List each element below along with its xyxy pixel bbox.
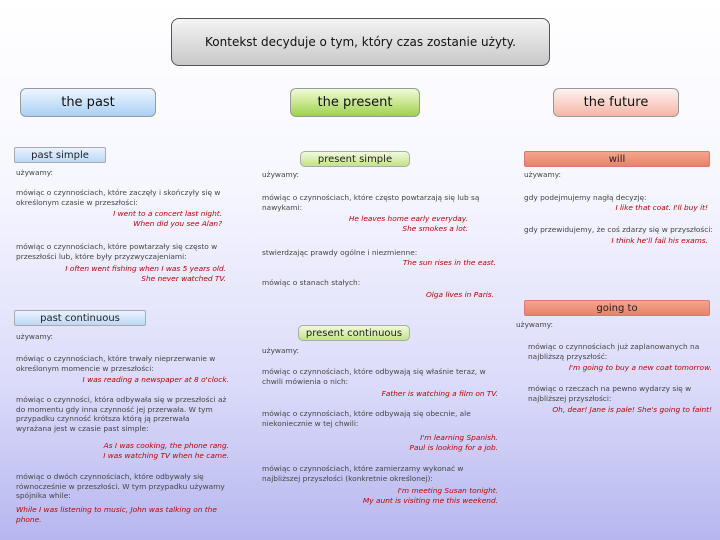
example-line: Olga lives in Paris.	[425, 290, 494, 299]
past-continuous-usage-2	[16, 395, 226, 433]
tense-present-label: the present	[317, 95, 393, 110]
going-to-label-text: going to	[596, 302, 638, 314]
past-simple-example-2	[65, 264, 226, 283]
usage-line: równocześnie w przeszłości. W tym przypadku używamy	[16, 481, 225, 491]
present-continuous-usage-1	[262, 367, 486, 386]
usage-line: określonym momencie w przeszłości:	[16, 363, 154, 373]
present-continuous-label-text: present continuous	[305, 327, 403, 339]
past-simple-usage-2	[16, 242, 217, 261]
past-simple-label-text: past simple	[31, 149, 89, 161]
example-line: Oh, dear! Jane is pale! She's going to faint!	[552, 405, 712, 414]
usage-line: najbliższą przyszłość:	[528, 351, 608, 361]
example-line: While I was listening to music, John was talking on the	[16, 505, 217, 514]
example-line: The sun rises in the east.	[402, 258, 496, 267]
past-simple-example-1	[113, 209, 222, 228]
present-simple-example-3	[426, 290, 494, 300]
past-continuous-usage-3	[16, 472, 225, 501]
tense-present-header	[290, 88, 420, 117]
usage-line: stwierdzając prawdy ogólne i niezmienne:	[262, 248, 418, 257]
present-simple-usage-2	[262, 248, 417, 258]
past-simple-label	[14, 147, 106, 163]
usage-line: do momentu gdy inna czynność jej przerwała. W tym	[16, 404, 213, 414]
usage-line: mówiąc o dwóch czynnościach, które odbywały się	[16, 472, 204, 481]
example-line: Father is watching a film on TV.	[381, 389, 498, 398]
usage-line: mówiąc o czynnościach, które powtarzały się często w	[16, 242, 218, 251]
usage-line: określonym czasie w przeszłości:	[16, 197, 138, 207]
example-line: As I was cooking, the phone rang.	[103, 441, 229, 450]
past-continuous-label	[14, 310, 146, 326]
tense-past-header	[20, 88, 156, 117]
usage-line: mówiąc o czynnościach, które trwały nieprzerwanie w	[16, 354, 216, 363]
usage-line: przypadku czynność krótsza którą ją przerwała	[16, 414, 190, 424]
usage-line: mówiąc o czynnościach, które zaczęły i skończyły się w	[16, 188, 221, 197]
past-continuous-usage-1	[16, 354, 215, 373]
present-simple-example-1	[349, 214, 468, 233]
usage-line: gdy przewidujemy, że coś zdarzy się w przyszłości:	[524, 225, 713, 234]
past-continuous-used: używamy:	[16, 332, 54, 341]
present-simple-example-2	[403, 258, 496, 268]
usage-line: spójnika while:	[16, 491, 71, 501]
present-continuous-usage-3	[262, 464, 463, 483]
example-line: Paul is looking for a job.	[409, 442, 498, 452]
example-line: I'm meeting Susan tonight.	[397, 486, 498, 495]
will-example-2	[611, 236, 708, 246]
going-to-used: używamy:	[516, 320, 554, 329]
example-line: I'm going to buy a new coat tomorrow.	[568, 363, 712, 372]
usage-line: mówiąc o czynnościach, które często powtarzają się lub są	[262, 193, 480, 202]
present-continuous-example-2	[410, 433, 499, 452]
example-line: My aunt is visiting me this weekend.	[362, 495, 498, 505]
past-continuous-example-1	[83, 375, 229, 385]
example-line: I'm learning Spanish.	[420, 433, 498, 442]
usage-line: mówiąc o czynności, która odbywała się w przeszłości aż	[16, 395, 227, 404]
present-continuous-label	[298, 325, 410, 341]
usage-line: wyrażana jest w czasie past simple:	[16, 423, 149, 433]
usage-line: mówiąc o czynnościach, które zamierzamy wykonać w	[262, 464, 464, 473]
usage-line: mówiąc o czynnościach, które odbywają się właśnie teraz, w	[262, 367, 486, 376]
example-line: I think he'll fail his exams.	[611, 236, 708, 245]
usage-line: nawykami:	[262, 202, 303, 212]
will-usage-1	[524, 193, 647, 203]
present-continuous-example-1	[382, 389, 498, 399]
example-line: I was watching TV when he came.	[103, 450, 229, 460]
will-label	[524, 151, 710, 167]
going-to-example-1	[569, 363, 712, 373]
present-simple-label-text: present simple	[317, 153, 393, 165]
usage-line: mówiąc o czynnościach już zaplanowanych na	[528, 342, 700, 351]
going-to-usage-1	[528, 342, 699, 361]
past-continuous-example-2	[103, 441, 229, 460]
present-simple-usage-3	[262, 278, 360, 288]
title-text: Kontekst decyduje o tym, który czas zostanie użyty.	[205, 35, 516, 49]
will-used: używamy:	[524, 170, 562, 179]
example-line: I often went fishing when I was 5 years old.	[65, 264, 226, 273]
example-line: I went to a concert last night.	[113, 209, 222, 218]
tense-past-label: the past	[61, 95, 115, 110]
usage-line: najbliższej przyszłości (konkretnie określonej):	[262, 473, 433, 483]
usage-line: przeszłości lub, które były przyzwyczajeniami:	[16, 251, 187, 261]
usage-line: niekoniecznie w tej chwili:	[262, 418, 359, 428]
present-simple-label	[300, 151, 410, 167]
present-continuous-used: używamy:	[262, 346, 300, 355]
present-continuous-usage-2	[262, 409, 471, 428]
going-to-example-2	[552, 405, 712, 415]
past-simple-used: używamy:	[16, 168, 54, 177]
usage-line: mówiąc o stanach stałych:	[262, 278, 361, 287]
usage-line: gdy podejmujemy nagłą decyzję:	[524, 193, 647, 202]
example-line: phone.	[16, 514, 42, 524]
present-continuous-example-3	[363, 486, 498, 505]
example-line: I like that coat. I'll buy it!	[615, 203, 708, 212]
present-simple-used: używamy:	[262, 170, 300, 179]
going-to-usage-2	[528, 384, 691, 403]
going-to-label	[524, 300, 710, 316]
tense-future-label: the future	[583, 95, 649, 110]
usage-line: chwili mówienia o nich:	[262, 376, 349, 386]
usage-line: mówiąc o czynnościach, które odbywają się obecnie, ale	[262, 409, 471, 418]
past-simple-usage-1	[16, 188, 220, 207]
present-simple-usage-1	[262, 193, 479, 212]
past-continuous-label-text: past continuous	[40, 312, 120, 324]
example-line: She never watched TV.	[141, 273, 226, 283]
will-label-text: will	[608, 153, 626, 165]
slide-title	[171, 18, 550, 66]
example-line: She smokes a lot.	[402, 223, 468, 233]
example-line: When did you see Alan?	[133, 218, 222, 228]
past-continuous-example-3	[16, 505, 217, 524]
tense-future-header	[553, 88, 679, 117]
usage-line: mówiąc o rzeczach na pewno wydarzy się w	[528, 384, 692, 393]
example-line: I was reading a newspaper at 8 o'clock.	[82, 375, 229, 384]
example-line: He leaves home early everyday.	[348, 214, 468, 223]
usage-line: najbliższej przyszłości:	[528, 393, 612, 403]
will-example-1	[615, 203, 708, 213]
will-usage-2	[524, 225, 713, 235]
